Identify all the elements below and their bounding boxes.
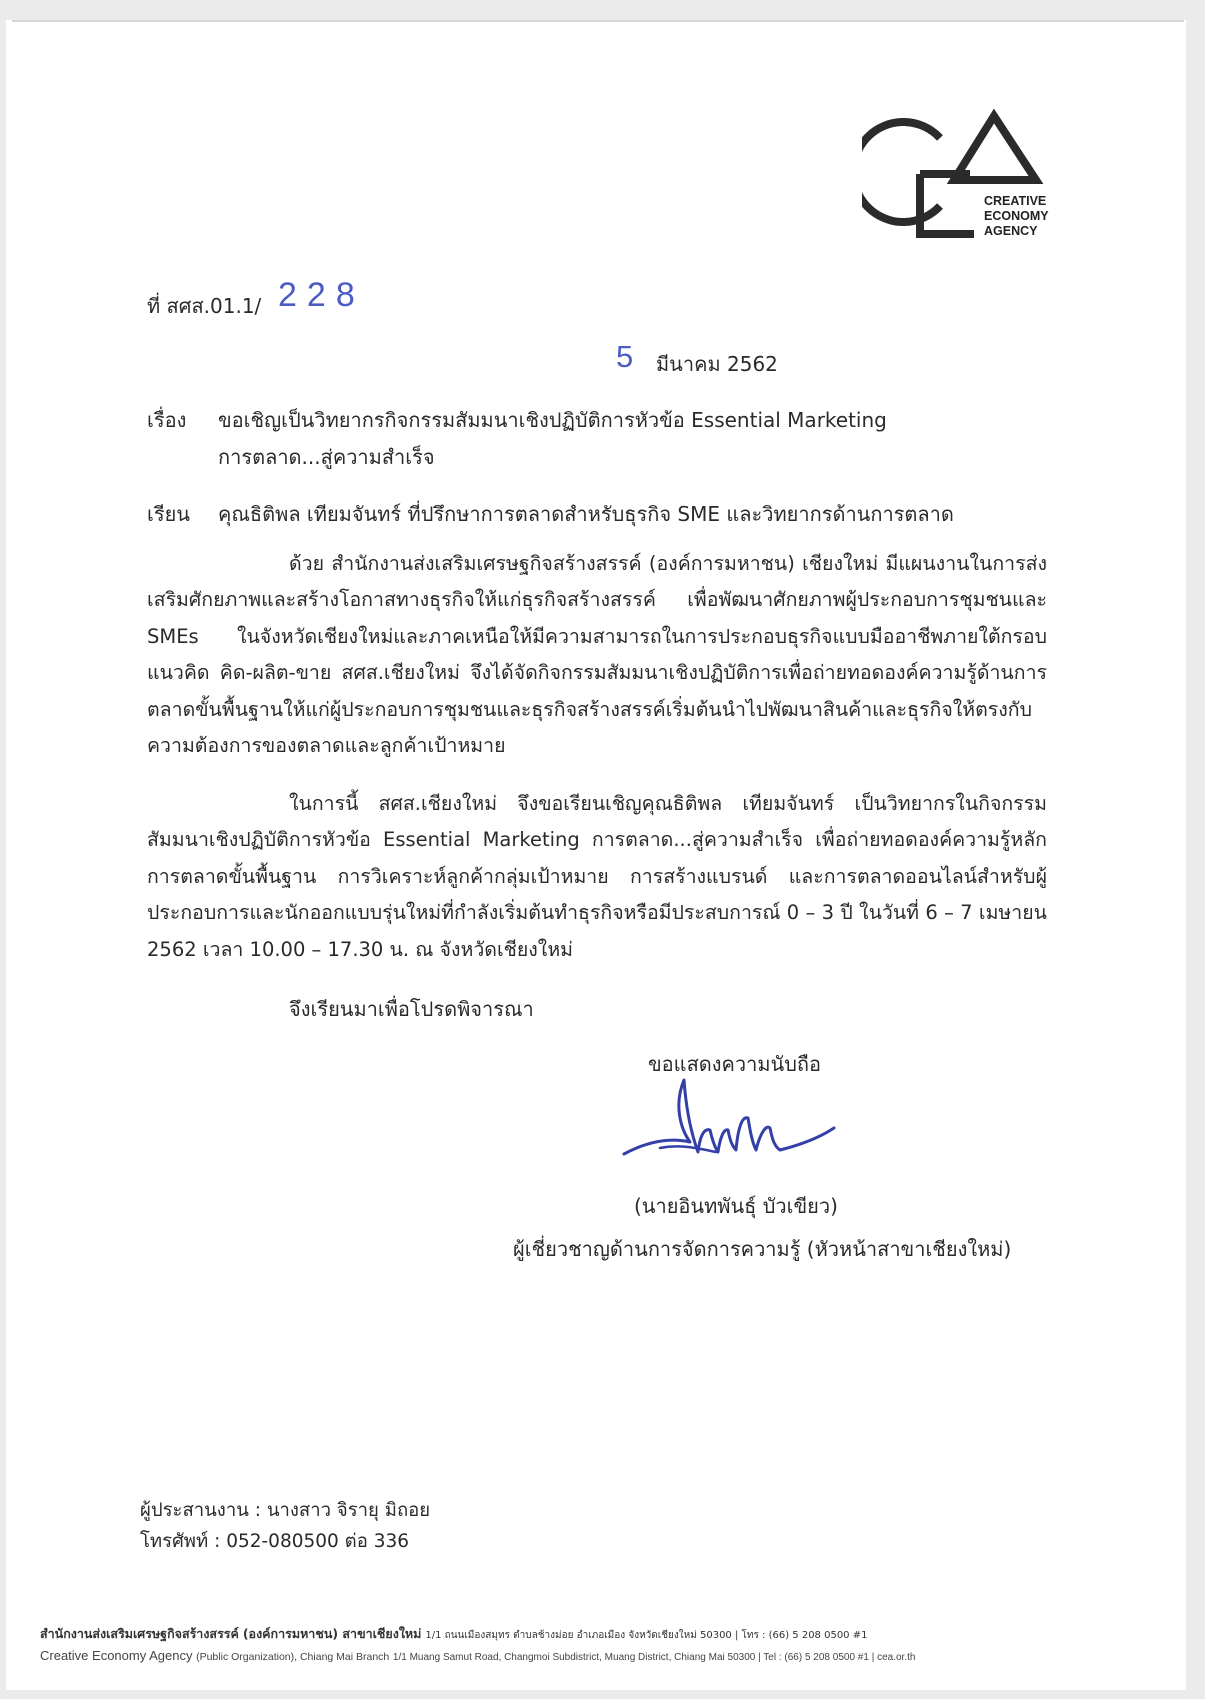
recipient-label: เรียน xyxy=(147,502,190,526)
footer-en-org: (Public Organization), Chiang Mai Branch xyxy=(196,1651,390,1663)
logo-word-2: ECONOMY xyxy=(984,209,1049,223)
coordinator-line: ผู้ประสานงาน : นางสาว จิรายุ มิถอย xyxy=(140,1500,431,1521)
footer-th-agency-name: สำนักงานส่งเสริมเศรษฐกิจสร้างสรรค์ xyxy=(40,1626,239,1641)
subject-line-2: การตลาด...สู่ความสำเร็จ xyxy=(218,445,435,469)
date-day-stamp: 5 xyxy=(616,339,634,374)
reference-prefix: ที่ สศส.01.1/ xyxy=(147,294,262,318)
footer-th-address: 1/1 ถนนเมืองสมุทร ตำบลช้างม่อย อำเภอเมือง จังหวัดเชียงใหม่ 50300 | โทร : (66) 5 208 0500 #1 xyxy=(425,1630,868,1641)
subject-label: เรื่อง xyxy=(147,408,187,432)
date-text: มีนาคม 2562 xyxy=(656,352,778,376)
recipient-text: คุณธิติพล เทียมจันทร์ ที่ปรึกษาการตลาดสำหรับธุรกิจ SME และวิทยากรด้านการตลาด xyxy=(218,502,954,526)
footer-en-address: 1/1 Muang Samut Road, Changmoi Subdistrict, Muang District, Chiang Mai 50300 | Tel : (66) 5 208 0500 #1 | cea.or.th xyxy=(392,1652,916,1663)
logo-word-1: CREATIVE xyxy=(984,194,1047,208)
phone-line: โทรศัพท์ : 052-080500 ต่อ 336 xyxy=(140,1531,409,1552)
body-paragraph-1: ด้วย สำนักงานส่งเสริมเศรษฐกิจสร้างสรรค์ (องค์การมหาชน) เชียงใหม่ มีแผนงานในการส่งเสริมศักยภาพและสร้างโอกาสทางธุรกิจให้แก่ธุรกิจสร้างสรรค์ เพื่อพัฒนาศักยภาพผู้ประกอบการชุมชนและ SMEs ในจังหวัดเชียงใหม่และภาคเหนือให้มีความสามารถในการประกอบธุรกิจแบบมืออาชีพภายใต้กรอบแนวคิด คิด-ผลิต-ขาย สศส.เชียงใหม่ จึงได้จัดกิจกรรมสัมมนาเชิงปฏิบัติการเพื่อถ่ายทอดองค์ความรู้ด้านการตลาดขั้นพื้นฐานให้แก่ผู้ประกอบการชุมชนและธุรกิจสร้างสรรค์เริ่มต้นนำไปพัฒนาสินค้าและธุรกิจให้ตรงกับความต้องการของตลาดและลูกค้าเป้าหมาย xyxy=(147,552,1047,758)
logo-word-3: AGENCY xyxy=(984,224,1038,238)
reference-number-stamp: 228 xyxy=(278,276,365,314)
body-paragraph-2: ในการนี้ สศส.เชียงใหม่ จึงขอเรียนเชิญคุณธิติพล เทียมจันทร์ เป็นวิทยากรในกิจกรรมสัมมนาเชิงปฏิบัติการหัวข้อ Essential Marketing การตลาด...สู่ความสำเร็จ เพื่อถ่ายทอดองค์ความรู้หลักการตลาดขั้นพื้นฐาน การวิเคราะห์ลูกค้ากลุ่มเป้าหมาย การสร้างแบรนด์ และการตลาดออนไลน์สำหรับผู้ประกอบการและนักออกแบบรุ่นใหม่ที่กำลังเริ่มต้นทำธุรกิจหรือมีประสบการณ์ 0 – 3 ปี ในวันที่ 6 – 7 เมษายน 2562 เวลา 10.00 – 17.30 น. ณ จังหวัดเชียงใหม่ xyxy=(147,792,1047,961)
signatory-position: ผู้เชี่ยวชาญด้านการจัดการความรู้ (หัวหน้าสาขาเชียงใหม่) xyxy=(513,1237,1012,1261)
signatory-name: (นายอินทพันธุ์ บัวเขียว) xyxy=(634,1194,838,1218)
logo-wordmark xyxy=(984,194,1049,239)
closing-request: จึงเรียนมาเพื่อโปรดพิจารณา xyxy=(289,997,534,1021)
footer-th-org: (องค์การมหาชน) สาขาเชียงใหม่ xyxy=(242,1626,422,1641)
footer-en-agency-name: Creative Economy Agency xyxy=(40,1648,193,1663)
footer-english xyxy=(40,1648,915,1663)
handwritten-signature-icon xyxy=(620,1068,840,1168)
salutation: ขอแสดงความนับถือ xyxy=(648,1052,822,1076)
subject-line-1: ขอเชิญเป็นวิทยากรกิจกรรมสัมมนาเชิงปฏิบัติการหัวข้อ Essential Marketing xyxy=(218,408,887,432)
footer-thai xyxy=(40,1624,867,1644)
scan-edge-line xyxy=(12,20,1184,22)
